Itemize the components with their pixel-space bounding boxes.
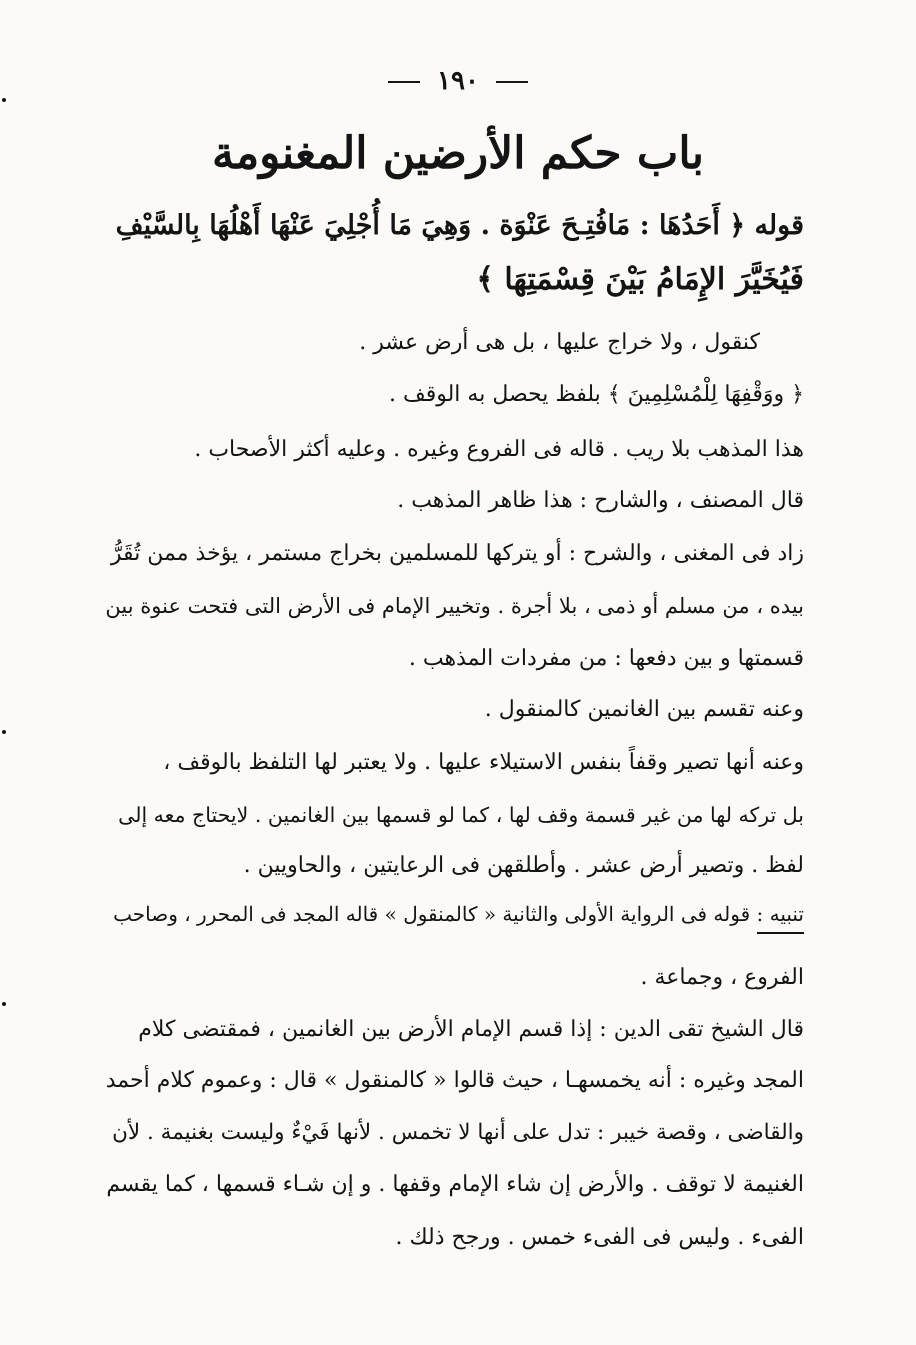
matn-line-1: قوله ﴿ أَحَدُهَا : مَافُتِـحَ عَنْوَة . وَهِيَ مَا أُجْلِيَ عَنْهَا أَهْلُهَا بِالسَّيْفِ bbox=[115, 210, 804, 241]
chapter-title: باب حكم الأرضين المغنومة bbox=[212, 128, 704, 179]
paragraph-line: الفىء . وليس فى الفىء خمس . ورجح ذلك . bbox=[395, 1225, 804, 1250]
scan-mark bbox=[2, 730, 6, 734]
paragraph-line: بل تركه لها من غير قسمة وقف لها ، كما لو قسمها بين الغانمين . لايحتاج معه إلى bbox=[118, 803, 804, 827]
paragraph-line: الغنيمة لا توقف . والأرض إن شاء الإمام وقفها . و إن شـاء قسمها ، كما يقسم bbox=[106, 1172, 804, 1197]
paragraph-line: وعنه أنها تصير وقفاً بنفس الاستيلاء عليها . ولا يعتبر لها التلفظ بالوقف ، bbox=[163, 750, 804, 775]
paragraph-line: بيده ، من مسلم أو ذمى ، بلا أجرة . وتخيير الإمام فى الأرض التى فتحت عنوة بين bbox=[105, 594, 804, 618]
tanbih-label: تنبيه : bbox=[757, 902, 805, 934]
dash-right bbox=[496, 81, 528, 83]
paragraph-line: الفروع ، وجماعة . bbox=[640, 965, 804, 990]
paragraph-line: وعنه تقسم بين الغانمين كالمنقول . bbox=[484, 697, 804, 722]
paragraph-line: قال الشيخ تقى الدين : إذا قسم الإمام الأرض بين الغانمين ، فمقتضى كلام bbox=[138, 1017, 804, 1042]
paragraph-line: قال المصنف ، والشارح : هذا ظاهر المذهب . bbox=[397, 488, 804, 513]
paragraph-line: زاد فى المغنى ، والشرح : أو يتركها للمسلمين بخراج مستمر ، يؤخذ ممن تُقَرُّ bbox=[110, 541, 804, 566]
scan-mark bbox=[2, 98, 6, 102]
tanbih-line bbox=[113, 902, 804, 926]
page-number: ١٩٠ bbox=[437, 66, 479, 96]
scan-mark bbox=[2, 1002, 6, 1006]
paragraph-line: قسمتها و بين دفعها : من مفردات المذهب . bbox=[408, 646, 804, 671]
paragraph-line: كنقول ، ولا خراج عليها ، بل هى أرض عشر . bbox=[359, 330, 760, 355]
paragraph-line: لفظ . وتصير أرض عشر . وأطلقهن فى الرعايتين ، والحاويين . bbox=[243, 853, 804, 878]
matn-line-2: فَيُخَيَّرَ الإِمَامُ بَيْنَ قِسْمَتِهَا ﴾ bbox=[476, 262, 804, 297]
tanbih-text: قوله فى الرواية الأولى والثانية « كالمنقول » قاله المجد فى المحرر ، وصاحب bbox=[113, 902, 751, 926]
dash-left bbox=[388, 81, 420, 83]
page-number-header bbox=[0, 66, 916, 96]
paragraph-line: المجد وغيره : أنه يخمسهـا ، حيث قالوا « كالمنقول » قال : وعموم كلام أحمد bbox=[105, 1068, 804, 1093]
paragraph-line: هذا المذهب بلا ريب . قاله فى الفروع وغيره . وعليه أكثر الأصحاب . bbox=[194, 437, 804, 462]
paragraph-line: والقاضى ، وقصة خيبر : تدل على أنها لا تخمس . لأنها فَيْءٌ وليست بغنيمة . لأن bbox=[112, 1120, 804, 1145]
paragraph-line: ﴿ ووَقْفِهَا لِلْمُسْلِمِينَ ﴾ بلفظ يحصل به الوقف . bbox=[388, 382, 804, 407]
